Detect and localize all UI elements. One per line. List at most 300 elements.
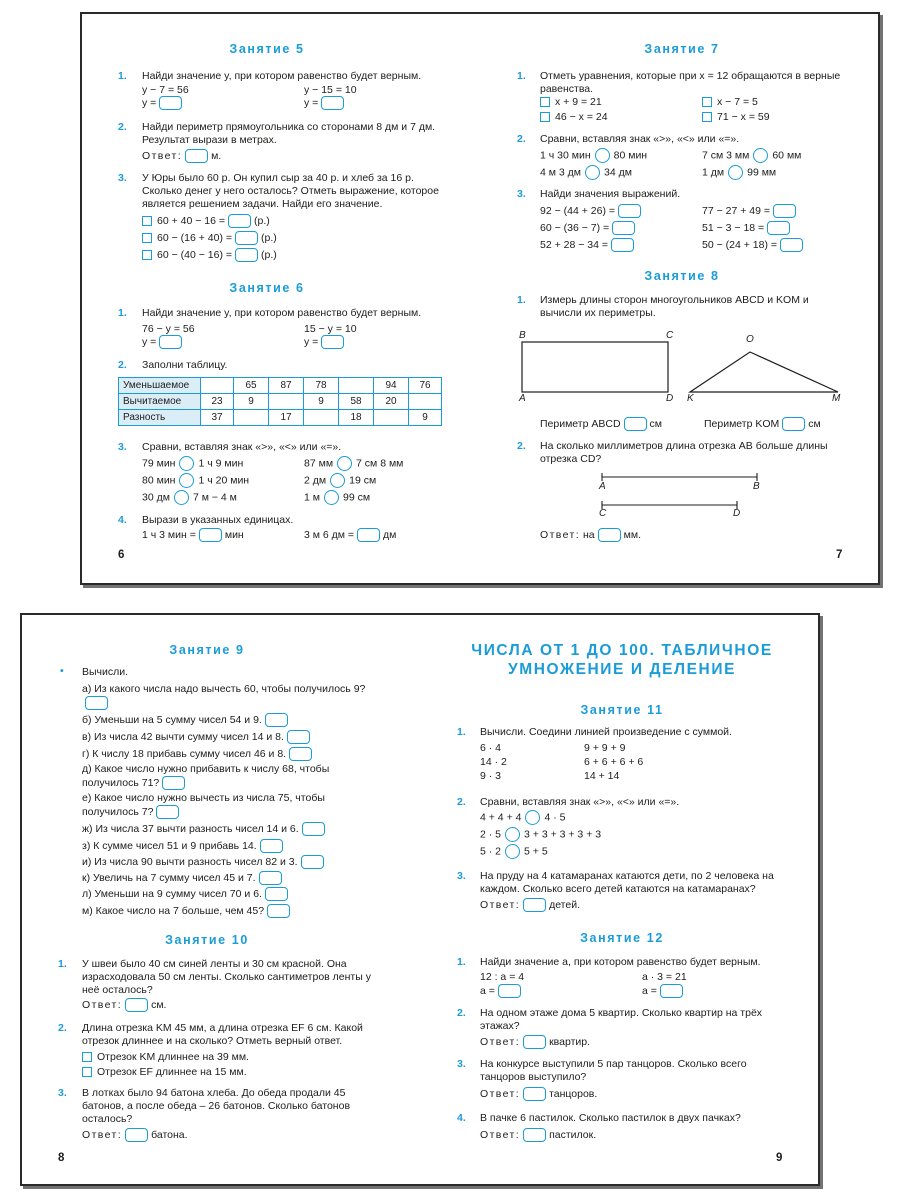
table-row <box>119 410 442 426</box>
expr-label: 50 − (24 + 18) = <box>702 239 778 251</box>
row-header: Вычитаемое <box>119 394 201 410</box>
product-item: 9 · 3 <box>480 770 502 782</box>
task-text: Сравни, вставляя знак «>», «<» или «=». <box>540 133 740 145</box>
chapter-title-line-1: ЧИСЛА ОТ 1 ДО 100. ТАБЛИЧНОЕ <box>471 642 773 659</box>
task-text: Измерь длины сторон многоугольников ABCD и KOM и вычисли их периметры. <box>540 294 809 319</box>
answer-box[interactable] <box>125 1128 148 1142</box>
page-number: 9 <box>776 1152 783 1164</box>
unit-label: мин <box>224 529 244 541</box>
answer-label: Ответ: <box>480 1129 521 1141</box>
answer-box[interactable] <box>267 904 290 918</box>
compare-circle[interactable] <box>179 456 194 471</box>
answer-row <box>142 528 244 543</box>
task-number: 1. <box>457 726 466 738</box>
option-row <box>142 248 277 263</box>
answer-box[interactable] <box>287 730 310 744</box>
answer-row <box>480 1035 590 1050</box>
answer-label: Ответ: <box>480 1088 521 1100</box>
var-label: a = <box>642 985 657 997</box>
table-cell[interactable]: 9 <box>304 394 339 410</box>
rectangle-abcd <box>522 342 668 392</box>
compare-right: 3 + 3 + 3 + 3 + 3 <box>524 828 602 841</box>
answer-box[interactable] <box>159 96 182 110</box>
var-label: y = <box>142 336 157 348</box>
checkbox[interactable] <box>142 216 152 226</box>
answer-label: Ответ: <box>480 1036 521 1048</box>
task-number: 1. <box>457 956 466 968</box>
compare-circle[interactable] <box>525 810 540 825</box>
point-label: C <box>599 508 607 519</box>
table-cell[interactable] <box>304 410 339 426</box>
answer-box[interactable] <box>780 238 803 252</box>
vertex-label: K <box>687 393 694 404</box>
unit-label: (р.) <box>261 232 277 244</box>
answer-box[interactable] <box>235 248 258 262</box>
answer-box[interactable] <box>618 204 641 218</box>
item-text: и) Из числа 90 вычти разность чисел 82 и 3. <box>82 855 298 868</box>
compare-left: 4 + 4 + 4 <box>480 811 522 824</box>
perimeter-row <box>540 417 662 432</box>
answer-box[interactable] <box>185 149 208 163</box>
equation: y − 7 = 56 <box>142 84 189 96</box>
task-number: 2. <box>517 440 526 452</box>
answer-row <box>480 1128 596 1143</box>
compare-circle[interactable] <box>595 148 610 163</box>
checkbox[interactable] <box>142 233 152 243</box>
answer-box[interactable] <box>85 696 108 710</box>
page-number: 6 <box>118 549 125 561</box>
compare-row <box>304 456 403 471</box>
checkbox[interactable] <box>702 97 712 107</box>
perimeter-label: Периметр KOM <box>704 418 780 430</box>
option-text: 60 + 40 − 16 = <box>157 215 226 227</box>
table-cell[interactable]: 20 <box>374 394 409 410</box>
table-cell[interactable] <box>269 394 304 410</box>
option-text: Отрезок EF длиннее на 15 мм. <box>97 1066 247 1078</box>
answer-box[interactable] <box>357 528 380 542</box>
task-text: Найди периметр прямоугольника со сторонами 8 дм и 7 дм. Результат вырази в метрах. <box>142 121 436 146</box>
perimeter-row <box>704 417 821 432</box>
table-cell[interactable]: 78 <box>304 378 339 394</box>
compare-circle[interactable] <box>179 473 194 488</box>
option-text: x − 7 = 5 <box>717 96 758 108</box>
compare-left: 1 м <box>304 491 320 504</box>
option-text: 60 − (40 − 16) = <box>157 249 233 261</box>
compare-circle[interactable] <box>330 473 345 488</box>
vertex-label: O <box>746 334 754 345</box>
polygons-figure <box>512 326 852 406</box>
list-item <box>82 792 382 819</box>
answer-row <box>304 528 396 543</box>
item-text: з) К сумме чисел 51 и 9 прибавь 14. <box>82 839 257 852</box>
compare-left: 4 м 3 дм <box>540 166 581 179</box>
option-text: 60 − (16 + 40) = <box>157 232 233 244</box>
answer-label: Ответ: <box>540 529 581 541</box>
equation: 76 − y = 56 <box>142 323 195 335</box>
compare-row <box>142 490 237 505</box>
task-number: 3. <box>517 188 526 200</box>
answer-label: Ответ: <box>480 899 521 911</box>
task-text: На пруду на 4 катамаранах катаются дети, по 2 человека на каждом. Сколько всего детей катаются на катамаранах? <box>480 870 774 895</box>
equation: y − 15 = 10 <box>304 84 357 96</box>
task-text: Длина отрезка KM 45 мм, а длина отрезка EF 6 см. Какой отрезок длиннее и на сколько? Отметь верный ответ. <box>82 1022 363 1047</box>
table-cell[interactable] <box>234 410 269 426</box>
list-item <box>82 683 382 710</box>
list-item <box>82 871 382 885</box>
compare-left: 80 мин <box>142 474 176 487</box>
compare-left: 87 мм <box>304 457 334 470</box>
option-row <box>540 95 602 110</box>
task-text: Найди значения выражений. <box>540 188 681 200</box>
task-number: 1. <box>517 294 526 306</box>
compare-right: 7 см 8 мм <box>356 457 404 470</box>
item-text: б) Уменьши на 5 сумму чисел 54 и 9. <box>82 713 262 726</box>
var-label: y = <box>304 336 319 348</box>
compare-row <box>540 148 647 163</box>
answer-box[interactable] <box>321 96 344 110</box>
compare-circle[interactable] <box>505 844 520 859</box>
var-label: y = <box>142 97 157 109</box>
compare-right: 34 дм <box>604 166 632 179</box>
bullet-icon: • <box>60 665 64 677</box>
task-number: 3. <box>118 172 127 184</box>
task-text: У Юры было 60 р. Он купил сыр за 40 р. и хлеб за 16 р. Сколько денег у него осталось? Отметь выражение, которое является решением задачи. Найди его значение. <box>142 172 439 210</box>
task-text: Вычисли. Соедини линией произведение с суммой. <box>480 726 732 738</box>
answer-box[interactable] <box>156 805 179 819</box>
sum-item: 9 + 9 + 9 <box>584 742 626 754</box>
task-number: 1. <box>118 307 127 319</box>
table-cell[interactable]: 37 <box>201 410 234 426</box>
compare-circle[interactable] <box>728 165 743 180</box>
compare-left: 30 дм <box>142 491 170 504</box>
answer-box[interactable] <box>523 1087 546 1101</box>
answer-box[interactable] <box>321 335 344 349</box>
item-text: е) Какое число нужно вычесть из числа 75, чтобы получилось 7? <box>82 792 325 818</box>
answer-box[interactable] <box>199 528 222 542</box>
option-text: x + 9 = 21 <box>555 96 602 108</box>
answer-row <box>82 998 166 1013</box>
task-text: На конкурсе выступили 5 пар танцоров. Сколько всего танцоров выступило? <box>480 1058 747 1083</box>
task-number: 2. <box>118 359 127 371</box>
compare-circle[interactable] <box>174 490 189 505</box>
task-text: Сравни, вставляя знак «>», «<» или «=». <box>142 441 342 453</box>
answer-box[interactable] <box>260 839 283 853</box>
task-text: У швеи было 40 см синей ленты и 30 см красной. Она израсходовала 50 см ленты. Сколько сантиметров ленты у неё осталось? <box>82 958 371 996</box>
expr-row <box>540 221 638 236</box>
compare-circle[interactable] <box>337 456 352 471</box>
answer-row <box>480 1087 597 1102</box>
compare-row <box>480 810 565 825</box>
task-text: Заполни таблицу. <box>142 359 228 371</box>
compare-row <box>540 165 632 180</box>
lesson-10-title: Занятие 10 <box>165 933 249 947</box>
row-header: Разность <box>119 410 201 426</box>
product-item: 14 · 2 <box>480 756 507 768</box>
unit-label: танцоров. <box>549 1088 598 1100</box>
table-cell[interactable]: 76 <box>409 378 442 394</box>
unit-label: пастилок. <box>549 1129 597 1141</box>
list-item <box>82 763 382 790</box>
list-item <box>82 747 382 761</box>
compare-row <box>480 827 601 842</box>
answer-row <box>304 335 347 350</box>
item-text: г) К числу 18 прибавь сумму чисел 46 и 8. <box>82 747 287 760</box>
equation: 15 − y = 10 <box>304 323 357 335</box>
item-text: к) Увеличь на 7 сумму чисел 45 и 7. <box>82 871 256 884</box>
compare-row <box>304 490 370 505</box>
lesson-9-title: Занятие 9 <box>169 643 245 657</box>
answer-box[interactable] <box>125 998 148 1012</box>
unit-label: дм <box>383 529 397 541</box>
task-number: 2. <box>457 796 466 808</box>
compare-left: 2 · 5 <box>480 828 502 841</box>
list-item <box>82 855 382 869</box>
option-row <box>82 1065 247 1080</box>
equation: a · 3 = 21 <box>642 971 687 983</box>
option-row <box>702 110 770 125</box>
lesson-5-title: Занятие 5 <box>229 42 305 56</box>
answer-box[interactable] <box>773 204 796 218</box>
unit-label: см <box>649 418 663 430</box>
lesson-8-title: Занятие 8 <box>644 269 720 283</box>
table-cell[interactable] <box>339 378 374 394</box>
expr-label: 3 м 6 дм = <box>304 529 355 541</box>
task-text: Найди значение y, при котором равенство будет верным. <box>142 307 422 319</box>
task-text: На сколько миллиметров длина отрезка AB больше длины отрезка CD? <box>540 440 828 465</box>
unit-label: детей. <box>549 899 580 911</box>
item-text: д) Какое число нужно прибавить к числу 68, чтобы получилось 71? <box>82 763 330 789</box>
answer-box[interactable] <box>523 898 546 912</box>
expr-label: 52 + 28 − 34 = <box>540 239 609 251</box>
answer-row <box>642 984 686 999</box>
checkbox[interactable] <box>82 1052 92 1062</box>
compare-row <box>480 844 548 859</box>
expr-label: 51 − 3 − 18 = <box>702 222 765 234</box>
expr-row <box>702 221 793 236</box>
point-label: B <box>753 481 760 492</box>
lesson-11-title: Занятие 11 <box>580 703 664 717</box>
answer-box[interactable] <box>624 417 647 431</box>
compare-right: 5 + 5 <box>524 845 548 858</box>
list-item <box>82 887 382 901</box>
compare-circle[interactable] <box>585 165 600 180</box>
answer-box[interactable] <box>265 887 288 901</box>
answer-box[interactable] <box>523 1035 546 1049</box>
compare-circle[interactable] <box>324 490 339 505</box>
list-item <box>82 904 382 918</box>
vertex-label: B <box>519 330 526 341</box>
checkbox[interactable] <box>142 250 152 260</box>
answer-box[interactable] <box>611 238 634 252</box>
option-text: Отрезок KM длиннее на 39 мм. <box>97 1051 249 1063</box>
task-number: 2. <box>58 1022 67 1034</box>
item-text: а) Из какого числа надо вычесть 60, чтобы получилось 9? <box>82 683 366 695</box>
answer-label: Ответ: <box>82 999 123 1011</box>
vertex-label: D <box>666 393 674 404</box>
compare-left: 1 дм <box>702 166 725 179</box>
task-number: 3. <box>457 870 466 882</box>
product-item: 6 · 4 <box>480 742 502 754</box>
task-number: 1. <box>517 70 526 82</box>
item-text: ж) Из числа 37 вычти разность чисел 14 и 6. <box>82 822 299 835</box>
option-text: 46 − x = 24 <box>555 111 608 123</box>
compare-row <box>142 456 243 471</box>
task-text: Найди значение y, при котором равенство будет верным. <box>142 70 422 82</box>
task-number: 1. <box>58 958 67 970</box>
checkbox[interactable] <box>540 97 550 107</box>
compare-circle[interactable] <box>753 148 768 163</box>
task-number: 2. <box>118 121 127 133</box>
table-cell[interactable]: 9 <box>234 394 269 410</box>
checkbox[interactable] <box>82 1067 92 1077</box>
answer-row <box>304 96 347 111</box>
task-text: В пачке 6 пастилок. Сколько пастилок в двух пачках? <box>480 1112 741 1124</box>
table-cell[interactable] <box>409 394 442 410</box>
expr-row <box>702 238 806 253</box>
unit-label: квартир. <box>549 1036 590 1048</box>
expr-label: 92 − (44 + 26) = <box>540 205 616 217</box>
answer-box[interactable] <box>767 221 790 235</box>
expr-label: 60 − (36 − 7) = <box>540 222 610 234</box>
answer-box[interactable] <box>498 984 521 998</box>
compare-right: 80 мин <box>613 149 648 162</box>
point-label: D <box>733 508 741 519</box>
task-text: Сравни, вставляя знак «>», «<» или «=». <box>480 796 680 808</box>
vertex-label: M <box>832 393 841 404</box>
table-cell[interactable]: 65 <box>234 378 269 394</box>
task-number: 2. <box>457 1007 466 1019</box>
answer-box[interactable] <box>228 214 251 228</box>
equation: 12 : a = 4 <box>480 971 525 983</box>
answer-box[interactable] <box>265 713 288 727</box>
compare-left: 7 см 3 мм <box>702 149 750 162</box>
checkbox[interactable] <box>702 112 712 122</box>
var-label: a = <box>480 985 495 997</box>
task-number: 4. <box>118 514 127 526</box>
checkbox[interactable] <box>540 112 550 122</box>
answer-label: Ответ: <box>142 150 183 162</box>
sum-item: 14 + 14 <box>584 770 620 782</box>
unit-label: мм. <box>623 529 641 541</box>
table-cell[interactable]: 18 <box>339 410 374 426</box>
answer-label: Ответ: <box>82 1129 123 1141</box>
task-number: 4. <box>457 1112 466 1124</box>
answer-row <box>142 335 185 350</box>
option-text: 71 − x = 59 <box>717 111 770 123</box>
table-row <box>119 394 442 410</box>
answer-box[interactable] <box>301 855 324 869</box>
compare-row <box>304 473 376 488</box>
unit-label: см <box>808 418 821 430</box>
answer-box[interactable] <box>782 417 805 431</box>
option-row <box>540 110 608 125</box>
task-text: Вырази в указанных единицах. <box>142 514 294 526</box>
lesson-6-title: Занятие 6 <box>229 281 305 295</box>
table-cell[interactable]: 87 <box>269 378 304 394</box>
task-text: На одном этаже дома 5 квартир. Сколько квартир на трёх этажах? <box>480 1007 763 1032</box>
lesson-7-title: Занятие 7 <box>644 42 720 56</box>
option-row <box>702 95 758 110</box>
expr-row <box>702 204 799 219</box>
prefix-label: на <box>582 529 595 541</box>
expr-row <box>540 204 644 219</box>
triangle-kom <box>690 352 838 392</box>
item-text: в) Из числа 42 вычти сумму чисел 14 и 8. <box>82 730 284 743</box>
table-cell[interactable]: 17 <box>269 410 304 426</box>
answer-box[interactable] <box>159 335 182 349</box>
lesson-12-title: Занятие 12 <box>580 931 664 945</box>
answer-box[interactable] <box>612 221 635 235</box>
compare-row <box>142 473 249 488</box>
task-text: В лотках было 94 батона хлеба. До обеда продали 45 батонов, а после обеда – 26 батонов. Сколько батонов осталось? <box>82 1087 351 1125</box>
table-cell[interactable]: 58 <box>339 394 374 410</box>
compare-left: 2 дм <box>304 474 327 487</box>
answer-box[interactable] <box>523 1128 546 1142</box>
table-cell[interactable] <box>374 410 409 426</box>
compare-right: 7 м − 4 м <box>192 491 237 504</box>
unit-label: (р.) <box>254 215 270 227</box>
unit-label: батона. <box>151 1129 188 1141</box>
compare-left: 5 · 2 <box>480 845 502 858</box>
answer-box[interactable] <box>289 747 312 761</box>
list-item <box>82 730 382 744</box>
answer-row <box>142 96 185 111</box>
item-text: м) Какое число на 7 больше, чем 45? <box>82 904 265 917</box>
expr-row <box>540 238 637 253</box>
fill-table <box>118 377 442 426</box>
page-number: 7 <box>836 549 843 561</box>
point-label: A <box>599 481 606 492</box>
compare-right: 60 мм <box>772 149 802 162</box>
row-header: Уменьшаемое <box>119 378 201 394</box>
task-text: Найди значение a, при котором равенство будет верным. <box>480 956 761 968</box>
answer-box[interactable] <box>235 231 258 245</box>
answer-box[interactable] <box>302 822 325 836</box>
compare-left: 1 ч 30 мин <box>540 149 591 162</box>
answer-row <box>142 149 221 164</box>
table-cell[interactable]: 94 <box>374 378 409 394</box>
unit-label: (р.) <box>261 249 277 261</box>
option-row <box>82 1050 249 1065</box>
task-number: 3. <box>457 1058 466 1070</box>
option-row <box>142 214 270 229</box>
answer-row <box>540 528 641 543</box>
table-cell[interactable]: 9 <box>409 410 442 426</box>
answer-box[interactable] <box>660 984 683 998</box>
table-cell[interactable]: 23 <box>201 394 234 410</box>
answer-box[interactable] <box>598 528 621 542</box>
answer-box[interactable] <box>162 776 185 790</box>
task-number: 2. <box>517 133 526 145</box>
spread-pages-8-9 <box>20 613 820 1186</box>
list-item <box>82 839 382 853</box>
compare-right: 99 см <box>342 491 371 504</box>
option-row <box>142 231 277 246</box>
vertex-label: A <box>519 393 526 404</box>
answer-box[interactable] <box>259 871 282 885</box>
task-text: Отметь уравнения, которые при x = 12 обращаются в верные равенства. <box>540 70 841 95</box>
compare-row <box>702 165 776 180</box>
task-number: 1. <box>118 70 127 82</box>
task-number: 3. <box>118 441 127 453</box>
compare-right: 19 см <box>349 474 377 487</box>
compare-right: 99 мм <box>747 166 777 179</box>
sum-item: 6 + 6 + 6 + 6 <box>584 756 644 768</box>
answer-row <box>480 984 524 999</box>
table-cell[interactable] <box>201 378 234 394</box>
compare-circle[interactable] <box>505 827 520 842</box>
expr-label: 77 − 27 + 49 = <box>702 205 771 217</box>
